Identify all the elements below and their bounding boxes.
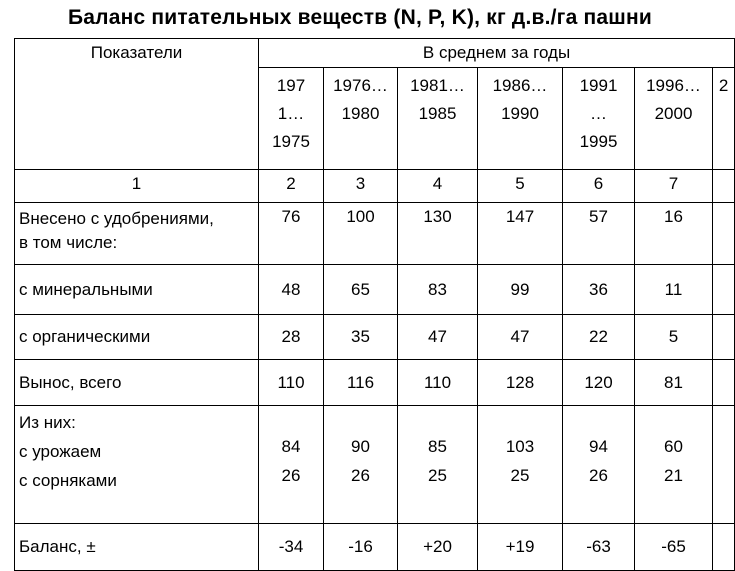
column-number: 1 <box>15 170 259 203</box>
table-cell <box>635 406 713 524</box>
table-cell-line: 26 <box>281 466 301 485</box>
column-number-row <box>15 170 735 203</box>
row-label <box>15 265 259 315</box>
year-period-header <box>259 68 324 170</box>
table-cell-line: 21 <box>664 466 683 485</box>
table-cell: 5 <box>635 315 713 360</box>
column-number <box>713 170 735 203</box>
row-label: Баланс, ± <box>15 524 259 571</box>
year-period-header <box>563 68 635 170</box>
row-label <box>15 360 259 406</box>
column-number: 6 <box>563 170 635 203</box>
year-period-line: 1980 <box>341 104 380 123</box>
year-period-line: 1990 <box>501 104 539 123</box>
table-cell <box>713 406 735 524</box>
table-cell: 130 <box>398 203 478 265</box>
table-cell: 76 <box>259 203 324 265</box>
year-period-line: 1986… <box>492 76 548 95</box>
year-period-line: 1981… <box>410 76 465 95</box>
row-label <box>15 406 259 524</box>
table-cell: 81 <box>635 360 713 406</box>
table-cell: 35 <box>324 315 398 360</box>
table-cell: 83 <box>398 265 478 315</box>
table-cell-line: 26 <box>589 466 608 485</box>
table-cell: -63 <box>563 524 635 571</box>
table-cell: 28 <box>259 315 324 360</box>
table-cell: 47 <box>398 315 478 360</box>
table-cell <box>398 406 478 524</box>
year-period-header <box>635 68 713 170</box>
year-period-line: 1995 <box>579 132 618 151</box>
table-cell: 110 <box>398 360 478 406</box>
column-number: 5 <box>478 170 563 203</box>
column-number: 4 <box>398 170 478 203</box>
column-number: 2 <box>259 170 324 203</box>
table-cell: +19 <box>478 524 563 571</box>
table-cell <box>713 265 735 315</box>
year-period-line: 197 <box>276 76 306 95</box>
row-label <box>15 203 259 265</box>
table-cell <box>713 203 735 265</box>
table-cell-line: 90 <box>351 437 370 456</box>
table-cell-line: 25 <box>510 466 530 485</box>
year-period-line: 1985 <box>418 104 457 123</box>
column-number: 3 <box>324 170 398 203</box>
year-period-line: 1996… <box>646 76 701 95</box>
header-indicators: Показатели <box>15 39 259 170</box>
table-cell-line: 103 <box>505 437 535 456</box>
table-cell: 22 <box>563 315 635 360</box>
row-label-line: Из них: <box>19 413 76 432</box>
table-cell: 57 <box>563 203 635 265</box>
table-row <box>15 265 735 315</box>
header-years-group: В среднем за годы <box>259 39 735 68</box>
row-label-line: с органическими <box>19 327 151 346</box>
table-cell-line: 94 <box>589 437 608 456</box>
page-title: Баланс питательных веществ (N, P, K), кг д.в./га пашни <box>67 6 652 29</box>
table-row-combined <box>15 406 735 524</box>
row-label-line: с минеральными <box>19 279 153 299</box>
table-cell: 147 <box>478 203 563 265</box>
year-period-header <box>478 68 563 170</box>
table-cell <box>259 406 324 524</box>
table-cell: +20 <box>398 524 478 571</box>
table-cell: 116 <box>324 360 398 406</box>
table-cell-line: 84 <box>281 437 301 456</box>
table-row-balance <box>15 524 735 571</box>
row-label-line: в том числе: <box>19 233 118 252</box>
table-cell: 120 <box>563 360 635 406</box>
year-period-line: 1… <box>277 104 305 123</box>
row-label-line: Вынос, всего <box>19 372 122 392</box>
table-cell <box>563 406 635 524</box>
table-cell: 11 <box>635 265 713 315</box>
table-cell <box>478 406 563 524</box>
table-row <box>15 315 735 360</box>
row-label <box>15 315 259 360</box>
year-period-line: 1976… <box>333 76 388 95</box>
table-cell: -16 <box>324 524 398 571</box>
nutrient-balance-table <box>14 38 735 571</box>
table-cell-line: 25 <box>428 466 447 485</box>
table-cell <box>324 406 398 524</box>
year-period-line: 2 <box>718 76 729 95</box>
column-number: 7 <box>635 170 713 203</box>
table-cell: 128 <box>478 360 563 406</box>
table-cell <box>713 524 735 571</box>
table-cell-line: 26 <box>351 466 370 485</box>
table-cell: 16 <box>635 203 713 265</box>
year-period-header <box>398 68 478 170</box>
year-period-line: 1975 <box>272 132 310 151</box>
table-cell <box>713 360 735 406</box>
row-label-line: с сорняками <box>19 471 117 490</box>
table-cell-line: 85 <box>428 437 447 456</box>
table-cell: 48 <box>259 265 324 315</box>
year-period-line: 1991 <box>579 76 618 95</box>
table-cell: 110 <box>259 360 324 406</box>
table-row <box>15 360 735 406</box>
table-cell: 36 <box>563 265 635 315</box>
table-cell: -65 <box>635 524 713 571</box>
table-cell: 65 <box>324 265 398 315</box>
year-period-line: 2000 <box>654 104 693 123</box>
year-period-header <box>324 68 398 170</box>
header-row <box>15 39 735 68</box>
row-label-line: с урожаем <box>19 442 102 461</box>
table-cell <box>713 315 735 360</box>
table-row <box>15 203 735 265</box>
table-cell: -34 <box>259 524 324 571</box>
table-cell-line: 60 <box>664 437 683 456</box>
year-period-header <box>713 68 735 170</box>
table-cell: 47 <box>478 315 563 360</box>
table-cell: 100 <box>324 203 398 265</box>
year-period-line: … <box>590 104 607 123</box>
table-cell: 99 <box>478 265 563 315</box>
row-label-line: Внесено с удобрениями, <box>19 209 214 228</box>
